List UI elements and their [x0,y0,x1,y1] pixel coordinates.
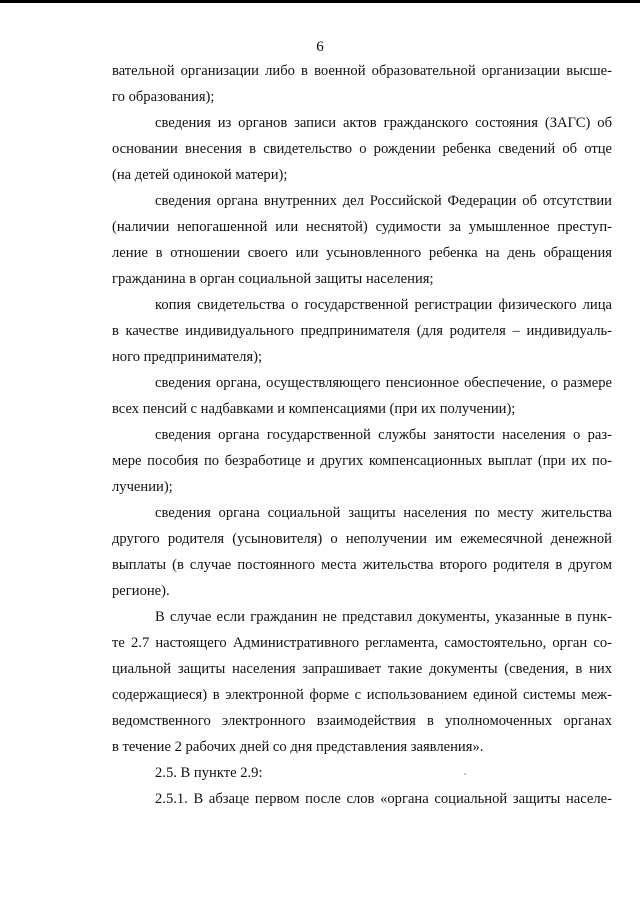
text-line: 2.5. В пункте 2.9: [155,765,263,781]
text-line: сведения органа социальной защиты населения по месту жительства [155,505,612,521]
text-line: мере пособия по безработице и других компенсационных выплат (при их по- [112,453,612,469]
text-line: ведомственного электронного взаимодействия в уполномоченных органах [112,713,612,729]
text-line: основании внесения в свидетельство о рождении ребенка сведений об отце [112,141,612,157]
text-line: в качестве индивидуального предпринимателя (для родителя – индивидуаль- [112,323,612,339]
scan-speck [464,773,466,775]
top-border-line [0,0,640,3]
text-line: (наличии непогашенной или неснятой) судимости за умышленное преступ- [112,219,612,235]
text-line: циальной защиты населения запрашивает такие документы (сведения, в них [112,661,612,677]
text-line: ление в отношении своего или усыновленного ребенка на день обращения [112,245,612,261]
text-line: (на детей одинокой матери); [112,167,288,183]
text-line: выплаты (в случае постоянного места жительства второго родителя в другом [112,557,612,573]
text-line: вательной организации либо в военной образовательной организации высше- [112,63,612,79]
text-line: регионе). [112,583,170,599]
text-line: другого родителя (усыновителя) о неполучении им ежемесячной денежной [112,531,612,547]
text-line: сведения органа внутренних дел Российской Федерации об отсутствии [155,193,612,209]
text-line: го образования); [112,89,215,105]
text-line: В случае если гражданин не представил документы, указанные в пунк- [155,609,612,625]
text-line: сведения органа государственной службы занятости населения о раз- [155,427,612,443]
text-line: сведения из органов записи актов гражданского состояния (ЗАГС) об [155,115,612,131]
text-line: копия свидетельства о государственной регистрации физического лица [155,297,612,313]
text-line: ного предпринимателя); [112,349,263,365]
text-line: всех пенсий с надбавками и компенсациями (при их получении); [112,401,516,417]
text-line: 2.5.1. В абзаце первом после слов «органа социальной защиты населе- [155,791,612,807]
page-number: 6 [316,39,324,55]
text-line: в течение 2 рабочих дней со дня представления заявления». [112,739,484,755]
text-line: те 2.7 настоящего Административного регламента, самостоятельно, орган со- [112,635,612,651]
text-line: гражданина в орган социальной защиты населения; [112,271,434,287]
text-line: лучении); [112,479,173,495]
text-line: сведения органа, осуществляющего пенсионное обеспечение, о размере [155,375,612,391]
text-line: содержащиеся) в электронной форме с использованием единой системы меж- [112,687,612,703]
